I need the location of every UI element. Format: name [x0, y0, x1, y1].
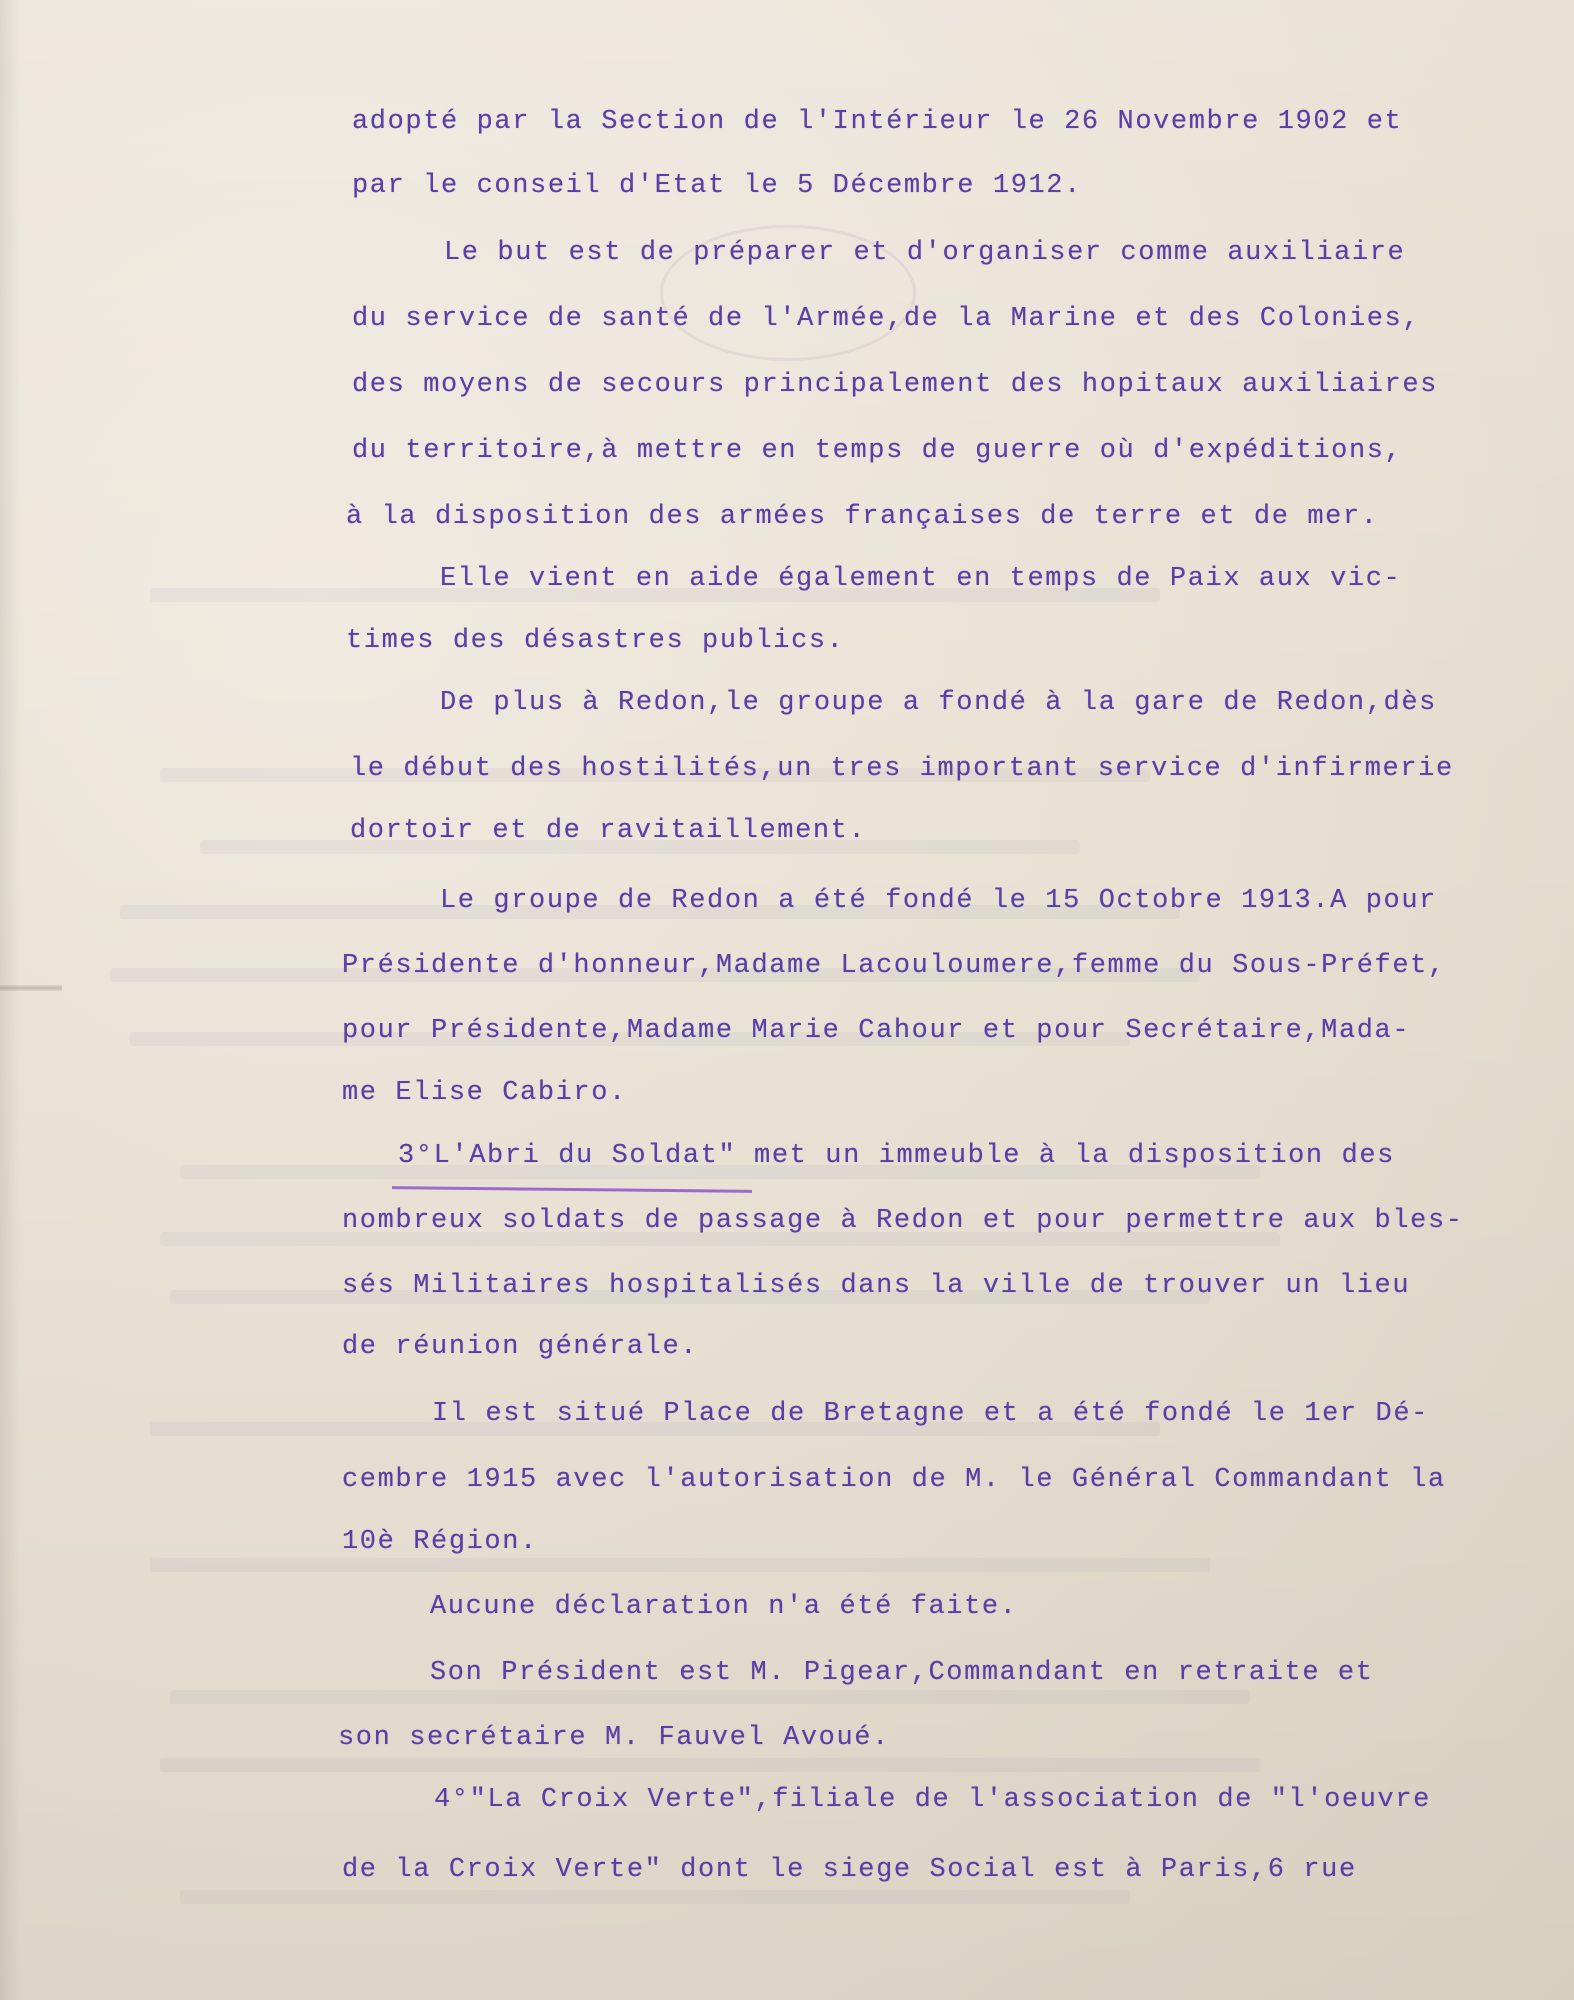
text-line: pour Présidente,Madame Marie Cahour et pour Secrétaire,Mada-	[342, 1016, 1411, 1046]
text-line: dortoir et de ravitaillement.	[350, 816, 867, 846]
text-line: sés Militaires hospitalisés dans la ville de trouver un lieu	[342, 1271, 1411, 1301]
text-line: de réunion générale.	[342, 1332, 699, 1362]
text-line: Le but est de préparer et d'organiser comme auxiliaire	[444, 238, 1406, 268]
text-line: cembre 1915 avec l'autorisation de M. le Général Commandant la	[342, 1465, 1446, 1495]
text-line: Aucune déclaration n'a été faite.	[430, 1592, 1018, 1622]
text-line: par le conseil d'Etat le 5 Décembre 1912.	[352, 171, 1082, 201]
text-line: Il est situé Place de Bretagne et a été fondé le 1er Dé-	[432, 1399, 1429, 1429]
text-line: times des désastres publics.	[346, 626, 845, 656]
text-line: du territoire,à mettre en temps de guerre où d'expéditions,	[352, 436, 1403, 466]
text-line: nombreux soldats de passage à Redon et pour permettre aux bles-	[342, 1206, 1464, 1236]
text-line: de la Croix Verte" dont le siege Social est à Paris,6 rue	[342, 1855, 1357, 1885]
text-line: De plus à Redon,le groupe a fondé à la gare de Redon,dès	[440, 688, 1437, 718]
text-line: 10è Région.	[342, 1527, 538, 1557]
text-line: Elle vient en aide également en temps de Paix aux vic-	[440, 564, 1402, 594]
text-line: le début des hostilités,un tres important service d'infirmerie	[350, 754, 1454, 784]
text-line: à la disposition des armées françaises de terre et de mer.	[346, 502, 1379, 532]
text-line: adopté par la Section de l'Intérieur le 26 Novembre 1902 et	[352, 107, 1403, 137]
text-line: son secrétaire M. Fauvel Avoué.	[338, 1723, 890, 1753]
text-line: des moyens de secours principalement des hopitaux auxiliaires	[352, 370, 1438, 400]
text-line: Son Président est M. Pigear,Commandant en retraite et	[430, 1658, 1374, 1688]
handwritten-underline	[392, 1186, 752, 1193]
text-line: 3°L'Abri du Soldat" met un immeuble à la disposition des	[398, 1141, 1395, 1171]
text-line: me Elise Cabiro.	[342, 1078, 627, 1108]
text-line: Présidente d'honneur,Madame Lacouloumere,femme du Sous-Préfet,	[342, 951, 1446, 981]
text-line: Le groupe de Redon a été fondé le 15 Octobre 1913.A pour	[440, 886, 1437, 916]
text-line: du service de santé de l'Armée,de la Marine et des Colonies,	[352, 304, 1421, 334]
text-line: 4°"La Croix Verte",filiale de l'association de "l'oeuvre	[434, 1785, 1431, 1815]
